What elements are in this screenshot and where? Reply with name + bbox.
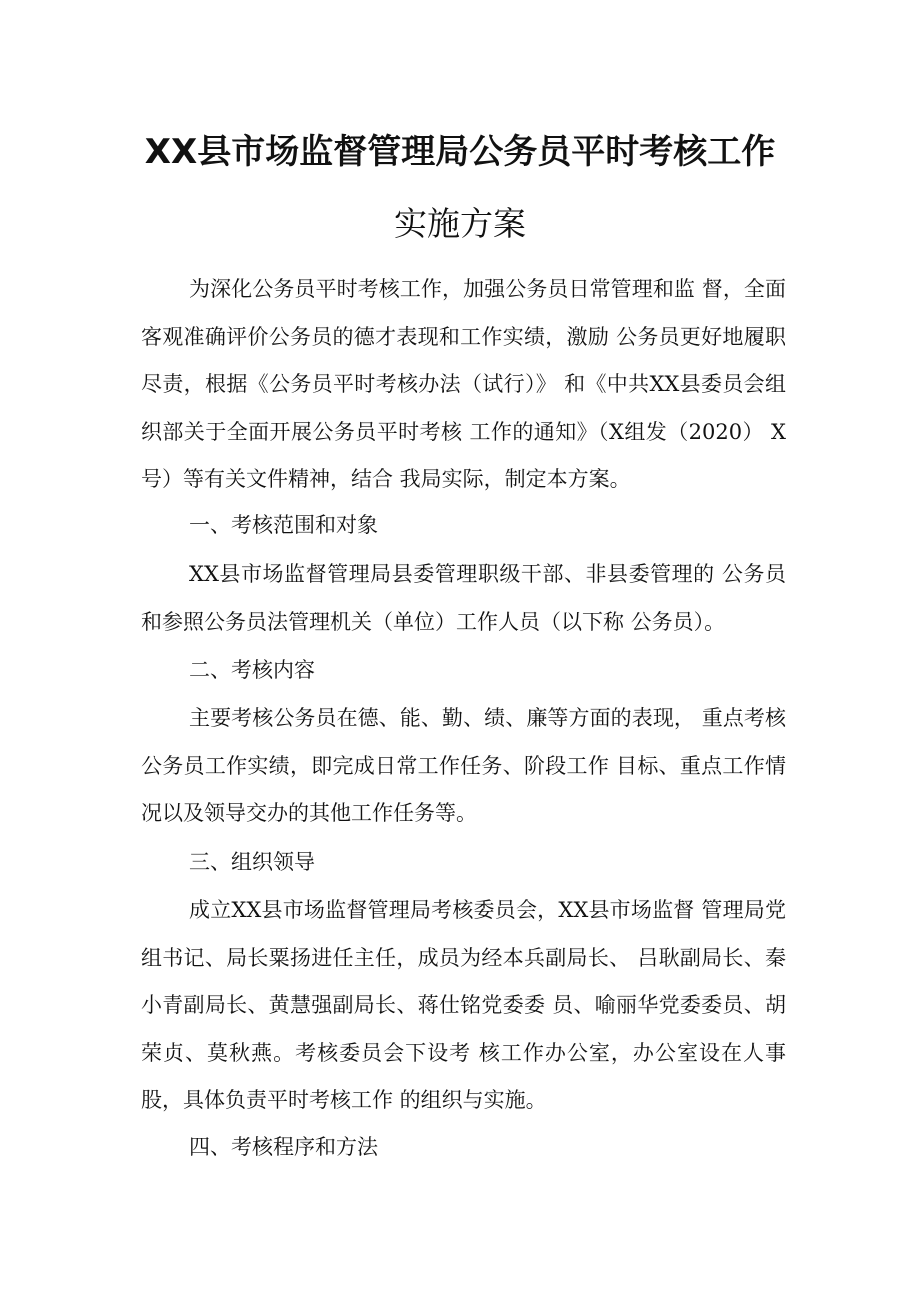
section-heading-procedure: 四、考核程序和方法 — [189, 1135, 378, 1159]
section-heading-content: 二、考核内容 — [189, 658, 315, 682]
section-text-scope: XX县市场监督管理局县委管理职级干部、非县委管理的 公务员和参照公务员法管理机关（单位）工作人员（以下称 公务员）。 — [141, 562, 786, 634]
section-heading-scope: 一、考核范围和对象 — [189, 513, 378, 537]
section-text-organization: 成立XX县市场监督管理局考核委员会，XX县市场监督 管理局党组书记、局长粟扬进任主任，成员为经本兵副局长、 吕耿副局长、秦小青副局长、黄慧强副局长、蒋仕铭党委委 员、喻丽华党委委员、胡荣贞、莫秋燕。考核委员会下设考 核工作办公室，办公室设在人事股，具体负责平时考核工作 的组织与实施。 — [141, 898, 786, 1112]
section-text-content: 主要考核公务员在德、能、勤、绩、廉等方面的表现， 重点考核公务员工作实绩，即完成日常工作任务、阶段工作 目标、重点工作情况以及领导交办的其他工作任务等。 — [141, 706, 786, 825]
document-title-line2: 实施方案 — [394, 204, 526, 243]
intro-paragraph: 为深化公务员平时考核工作，加强公务员日常管理和监 督，全面客观准确评价公务员的德才表现和工作实绩，激励 公务员更好地履职尽责，根据《公务员平时考核办法（试行）》 和《中共XX县委员会组织部关于全面开展公务员平时考核 工作的通知》（X组发（2020） X号）等有关文件精神，结合 我局实际，制定本方案。 — [141, 277, 786, 491]
section-heading-organization: 三、组织领导 — [189, 850, 315, 874]
document-title-line1: XX县市场监督管理局公务员平时考核工作 — [144, 132, 776, 172]
